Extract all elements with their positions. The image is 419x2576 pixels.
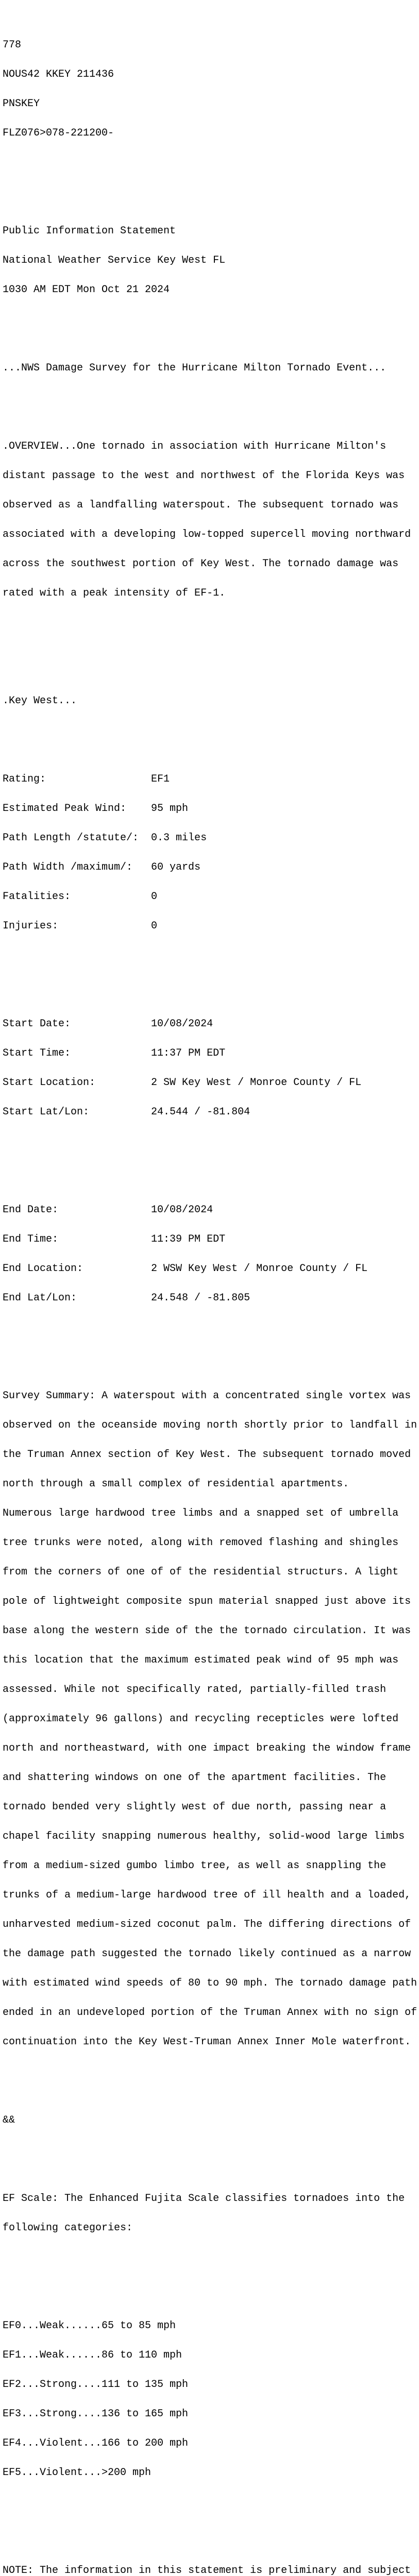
summary-line: trunks of a medium-large hardwood tree of ill health and a loaded, — [3, 1889, 411, 1901]
ef-scale-row: EF5...Violent...>200 mph — [3, 2467, 152, 2479]
start-row: Start Location: 2 SW Key West / Monroe County / FL — [3, 1077, 362, 1089]
stat-row: Path Length /statute/: 0.3 miles — [3, 832, 207, 844]
summary-line: (approximately 96 gallons) and recycling recepticles were lofted — [3, 1713, 399, 1725]
blank-line — [3, 970, 419, 980]
ef-scale-intro — [3, 2174, 419, 2252]
ef-scale-row: EF3...Strong....136 to 165 mph — [3, 2408, 189, 2420]
sequence-number: 778 — [3, 39, 22, 51]
summary-line: tree trunks were noted, along with removed flashing and shingles — [3, 1537, 399, 1549]
summary-line: Survey Summary: A waterspout with a concentrated single vortex was — [3, 1390, 411, 1402]
stat-row: Injuries: 0 — [3, 920, 158, 932]
tornado-stats — [3, 755, 419, 951]
ef-scale-table — [3, 2301, 419, 2497]
overview-line: across the southwest portion of Key West. The tornado damage was — [3, 558, 399, 570]
issue-time: 1030 AM EDT Mon Oct 21 2024 — [3, 284, 170, 296]
summary-line: Numerous large hardwood tree limbs and a snapped set of umbrella — [3, 1507, 399, 1519]
overview-paragraph — [3, 422, 419, 618]
ef-scale-row: EF4...Violent...166 to 200 mph — [3, 2437, 189, 2449]
blank-line — [3, 334, 419, 344]
summary-line: with estimated wind speeds of 80 to 90 mph. The tornado damage path — [3, 1977, 417, 1989]
blank-line — [3, 725, 419, 735]
end-row: End Date: 10/08/2024 — [3, 1204, 213, 1216]
end-row: End Lat/Lon: 24.548 / -81.805 — [3, 1292, 250, 1304]
summary-line: from the corners of one of of the residential structurs. A light — [3, 1566, 399, 1578]
awips-id: PNSKEY — [3, 98, 40, 110]
overview-line: distant passage to the west and northwest of the Florida Keys was — [3, 470, 405, 482]
summary-line: unharvested medium-sized coconut palm. The differing directions of — [3, 1919, 411, 1930]
issuing-office: National Weather Service Key West FL — [3, 255, 226, 266]
section-title: .Key West... — [3, 695, 77, 707]
summary-line: from a medium-sized gumbo limbo tree, as well as snappling the — [3, 1860, 387, 1872]
summary-line: base along the western side of the the tornado circulation. It was — [3, 1625, 411, 1637]
end-row: End Time: 11:39 PM EDT — [3, 1233, 226, 1245]
statement-header — [3, 207, 419, 314]
summary-line: tornado bended very slightly west of due north, passing near a — [3, 1801, 387, 1813]
summary-line: pole of lightweight composite spun material snapped just above its — [3, 1596, 411, 1607]
summary-line: the Truman Annex section of Key West. The subsequent tornado moved — [3, 1449, 411, 1461]
overview-line: rated with a peak intensity of EF-1. — [3, 587, 226, 599]
blank-line — [3, 637, 419, 647]
ef-intro-line: following categories: — [3, 2222, 133, 2234]
note-line: NOTE: The information in this statement is preliminary and subject — [3, 2565, 411, 2576]
summary-line: assessed. While not specifically rated, partially-filled trash — [3, 1684, 387, 1696]
stat-row: Path Width /maximum/: 60 yards — [3, 861, 201, 873]
summary-line: north through a small complex of residential apartments. — [3, 1478, 349, 1490]
start-row: Start Date: 10/08/2024 — [3, 1018, 213, 1030]
blank-line — [3, 177, 419, 187]
wmo-header — [3, 21, 419, 158]
blank-line — [3, 2145, 419, 2155]
overview-line: observed as a landfalling waterspout. The subsequent tornado was — [3, 499, 399, 511]
summary-line: continuation into the Key West-Truman Annex Inner Mole waterfront. — [3, 2036, 411, 2048]
survey-summary — [3, 1371, 419, 2066]
blank-line — [3, 2086, 419, 2096]
stat-row: Fatalities: 0 — [3, 891, 158, 903]
start-row: Start Time: 11:37 PM EDT — [3, 1047, 226, 1059]
statement-title: Public Information Statement — [3, 225, 176, 237]
disclaimer-note — [3, 2546, 419, 2576]
start-row: Start Lat/Lon: 24.544 / -81.804 — [3, 1106, 250, 1118]
stat-row: Estimated Peak Wind: 95 mph — [3, 803, 189, 815]
ef-scale-row: EF2...Strong....111 to 135 mph — [3, 2379, 189, 2391]
summary-line: the damage path suggested the tornado likely continued as a narrow — [3, 1948, 411, 1960]
blank-line — [3, 667, 419, 676]
summary-line: chapel facility snapping numerous healthy, solid-wood large limbs — [3, 1831, 405, 1842]
summary-line: and shattering windows on one of the apartment facilities. The — [3, 1772, 387, 1784]
ef-scale-row: EF0...Weak......65 to 85 mph — [3, 2320, 176, 2332]
section-separator: && — [3, 2114, 15, 2126]
ugc-zone-line: FLZ076>078-221200- — [3, 127, 114, 139]
stat-row: Rating: EF1 — [3, 773, 170, 785]
blank-line — [3, 393, 419, 402]
blank-line — [3, 1156, 419, 1166]
blank-line — [3, 1342, 419, 1352]
wmo-heading: NOUS42 KKEY 211436 — [3, 69, 114, 80]
blank-line — [3, 2517, 419, 2527]
overview-line: associated with a developing low-topped supercell moving northward — [3, 529, 411, 540]
start-details — [3, 999, 419, 1137]
ef-scale-row: EF1...Weak......86 to 110 mph — [3, 2349, 182, 2361]
end-details — [3, 1185, 419, 1323]
headline: ...NWS Damage Survey for the Hurricane Milton Tornado Event... — [3, 362, 387, 374]
summary-line: north and northeastward, with one impact breaking the window frame — [3, 1742, 411, 1754]
summary-line: this location that the maximum estimated peak wind of 95 mph was — [3, 1654, 399, 1666]
end-row: End Location: 2 WSW Key West / Monroe County / FL — [3, 1263, 368, 1275]
summary-line: observed on the oceanside moving north shortly prior to landfall in — [3, 1419, 417, 1431]
ef-intro-line: EF Scale: The Enhanced Fujita Scale classifies tornadoes into the — [3, 2193, 405, 2205]
overview-line: .OVERVIEW...One tornado in association with Hurricane Milton's — [3, 440, 387, 452]
summary-line: ended in an undeveloped portion of the Truman Annex with no sign of — [3, 2007, 417, 2019]
blank-line — [3, 2272, 419, 2282]
